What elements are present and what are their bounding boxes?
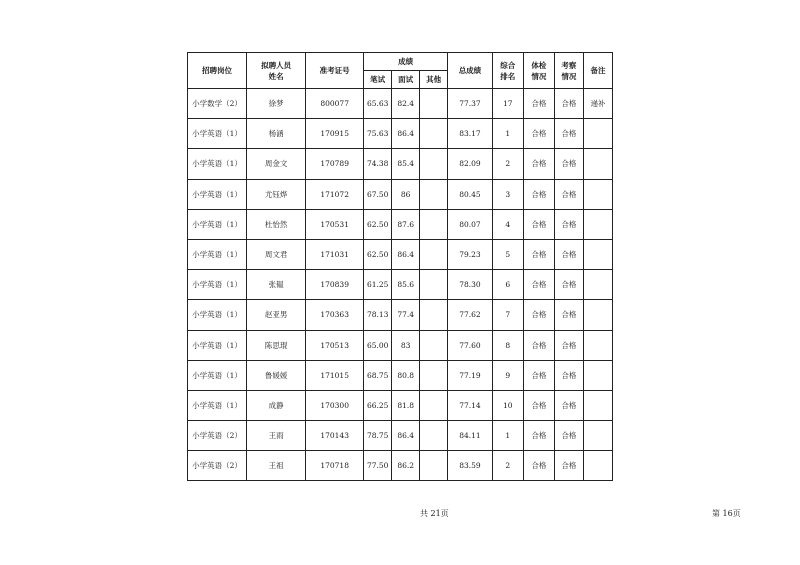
cell-exam-no: 170915	[306, 119, 364, 149]
header-other: 其他	[420, 71, 448, 89]
header-written: 笔试	[364, 71, 392, 89]
cell-rank: 6	[492, 270, 523, 300]
table-body	[188, 89, 613, 481]
cell-name: 徐梦	[247, 89, 306, 119]
cell-written: 74.38	[364, 149, 392, 179]
table-row	[188, 360, 613, 390]
cell-rank: 8	[492, 330, 523, 360]
header-inspect-line1: 考察	[561, 60, 577, 70]
table-row	[188, 239, 613, 269]
header-remark: 备注	[583, 53, 612, 89]
cell-inspect: 合格	[554, 330, 583, 360]
cell-position: 小学英语（1）	[188, 270, 247, 300]
cell-total: 83.17	[448, 119, 493, 149]
cell-exam-no: 171031	[306, 239, 364, 269]
cell-other	[420, 421, 448, 451]
cell-total: 77.60	[448, 330, 493, 360]
header-physical	[523, 53, 554, 89]
header-interview: 面试	[392, 71, 420, 89]
header-name	[247, 53, 306, 89]
cell-name: 周文君	[247, 239, 306, 269]
cell-name: 杜怡然	[247, 209, 306, 239]
table-row	[188, 179, 613, 209]
table-row	[188, 330, 613, 360]
cell-written: 62.50	[364, 209, 392, 239]
cell-position: 小学英语（1）	[188, 179, 247, 209]
cell-interview: 82.4	[392, 89, 420, 119]
cell-inspect: 合格	[554, 451, 583, 481]
cell-physical: 合格	[523, 89, 554, 119]
header-inspect	[554, 53, 583, 89]
cell-total: 78.30	[448, 270, 493, 300]
cell-total: 82.09	[448, 149, 493, 179]
header-name-line2: 姓名	[268, 71, 284, 81]
cell-remark	[583, 179, 612, 209]
cell-remark	[583, 390, 612, 420]
cell-physical: 合格	[523, 421, 554, 451]
cell-exam-no: 170143	[306, 421, 364, 451]
header-score: 成绩	[364, 53, 448, 71]
cell-other	[420, 209, 448, 239]
cell-written: 65.00	[364, 330, 392, 360]
cell-position: 小学英语（1）	[188, 390, 247, 420]
cell-rank: 5	[492, 239, 523, 269]
table-header-row-1	[188, 53, 613, 71]
cell-name: 张韫	[247, 270, 306, 300]
cell-remark: 递补	[583, 89, 612, 119]
cell-rank: 1	[492, 119, 523, 149]
page-number-label: 第 16页	[712, 509, 741, 518]
cell-written: 75.63	[364, 119, 392, 149]
header-physical-line2: 情况	[531, 71, 547, 81]
cell-physical: 合格	[523, 149, 554, 179]
cell-physical: 合格	[523, 330, 554, 360]
header-name-line1: 拟聘人员	[261, 60, 292, 70]
cell-inspect: 合格	[554, 300, 583, 330]
cell-name: 王雨	[247, 421, 306, 451]
cell-position: 小学英语（1）	[188, 300, 247, 330]
cell-other	[420, 360, 448, 390]
table-row	[188, 270, 613, 300]
cell-physical: 合格	[523, 360, 554, 390]
cell-physical: 合格	[523, 451, 554, 481]
cell-name: 王祖	[247, 451, 306, 481]
cell-exam-no: 170789	[306, 149, 364, 179]
table-row	[188, 149, 613, 179]
cell-interview: 87.6	[392, 209, 420, 239]
header-position: 招聘岗位	[188, 53, 247, 89]
cell-position: 小学英语（1）	[188, 360, 247, 390]
cell-inspect: 合格	[554, 149, 583, 179]
table-row	[188, 209, 613, 239]
cell-exam-no: 170513	[306, 330, 364, 360]
cell-inspect: 合格	[554, 179, 583, 209]
cell-interview: 77.4	[392, 300, 420, 330]
cell-physical: 合格	[523, 390, 554, 420]
cell-rank: 10	[492, 390, 523, 420]
cell-total: 80.07	[448, 209, 493, 239]
cell-remark	[583, 209, 612, 239]
cell-position: 小学英语（1）	[188, 330, 247, 360]
table-row	[188, 390, 613, 420]
table-row	[188, 119, 613, 149]
cell-name: 赵亚男	[247, 300, 306, 330]
cell-total: 77.19	[448, 360, 493, 390]
cell-total: 79.23	[448, 239, 493, 269]
cell-rank: 17	[492, 89, 523, 119]
cell-total: 77.14	[448, 390, 493, 420]
cell-interview: 86.4	[392, 421, 420, 451]
cell-written: 78.13	[364, 300, 392, 330]
cell-interview: 80.8	[392, 360, 420, 390]
cell-other	[420, 239, 448, 269]
cell-exam-no: 170718	[306, 451, 364, 481]
header-physical-line1: 体检	[531, 60, 547, 70]
cell-remark	[583, 239, 612, 269]
cell-name: 陈思琨	[247, 330, 306, 360]
cell-physical: 合格	[523, 270, 554, 300]
cell-name: 尤钰烨	[247, 179, 306, 209]
cell-exam-no: 800077	[306, 89, 364, 119]
cell-interview: 86.4	[392, 119, 420, 149]
recruitment-score-table	[187, 52, 613, 481]
cell-rank: 1	[492, 421, 523, 451]
cell-position: 小学英语（1）	[188, 209, 247, 239]
cell-interview: 85.4	[392, 149, 420, 179]
cell-other	[420, 300, 448, 330]
cell-inspect: 合格	[554, 239, 583, 269]
cell-physical: 合格	[523, 179, 554, 209]
table-row	[188, 89, 613, 119]
cell-inspect: 合格	[554, 270, 583, 300]
cell-written: 67.50	[364, 179, 392, 209]
cell-inspect: 合格	[554, 390, 583, 420]
cell-physical: 合格	[523, 300, 554, 330]
header-exam-no: 准考证号	[306, 53, 364, 89]
header-inspect-line2: 情况	[561, 71, 577, 81]
cell-exam-no: 171015	[306, 360, 364, 390]
cell-written: 62.50	[364, 239, 392, 269]
cell-other	[420, 149, 448, 179]
cell-written: 61.25	[364, 270, 392, 300]
table-row	[188, 421, 613, 451]
cell-remark	[583, 300, 612, 330]
header-rank-line2: 排名	[500, 71, 516, 81]
cell-position: 小学英语（1）	[188, 239, 247, 269]
cell-name: 成静	[247, 390, 306, 420]
cell-other	[420, 119, 448, 149]
cell-name: 杨涵	[247, 119, 306, 149]
total-pages-label: 共 21页	[420, 509, 449, 518]
cell-exam-no: 171072	[306, 179, 364, 209]
cell-rank: 4	[492, 209, 523, 239]
cell-rank: 9	[492, 360, 523, 390]
cell-remark	[583, 119, 612, 149]
cell-position: 小学数学（2）	[188, 89, 247, 119]
cell-other	[420, 89, 448, 119]
cell-inspect: 合格	[554, 421, 583, 451]
cell-other	[420, 270, 448, 300]
cell-inspect: 合格	[554, 209, 583, 239]
cell-exam-no: 170363	[306, 300, 364, 330]
cell-position: 小学英语（1）	[188, 149, 247, 179]
cell-interview: 86	[392, 179, 420, 209]
cell-total: 77.62	[448, 300, 493, 330]
cell-exam-no: 170839	[306, 270, 364, 300]
cell-written: 77.50	[364, 451, 392, 481]
table-row	[188, 451, 613, 481]
cell-rank: 2	[492, 451, 523, 481]
cell-interview: 85.6	[392, 270, 420, 300]
cell-position: 小学英语（1）	[188, 119, 247, 149]
cell-written: 66.25	[364, 390, 392, 420]
cell-rank: 2	[492, 149, 523, 179]
cell-rank: 7	[492, 300, 523, 330]
cell-physical: 合格	[523, 239, 554, 269]
cell-exam-no: 170300	[306, 390, 364, 420]
cell-rank: 3	[492, 179, 523, 209]
cell-remark	[583, 421, 612, 451]
cell-written: 65.63	[364, 89, 392, 119]
cell-name: 鲁媛媛	[247, 360, 306, 390]
table-row	[188, 300, 613, 330]
cell-interview: 86.4	[392, 239, 420, 269]
cell-name: 周金文	[247, 149, 306, 179]
header-rank	[492, 53, 523, 89]
cell-other	[420, 179, 448, 209]
cell-other	[420, 451, 448, 481]
cell-physical: 合格	[523, 119, 554, 149]
cell-written: 78.75	[364, 421, 392, 451]
cell-total: 77.37	[448, 89, 493, 119]
cell-remark	[583, 270, 612, 300]
cell-remark	[583, 360, 612, 390]
header-rank-line1: 综合	[500, 60, 516, 70]
cell-other	[420, 330, 448, 360]
cell-position: 小学英语（2）	[188, 421, 247, 451]
cell-remark	[583, 149, 612, 179]
cell-inspect: 合格	[554, 360, 583, 390]
cell-exam-no: 170531	[306, 209, 364, 239]
cell-remark	[583, 330, 612, 360]
cell-position: 小学英语（2）	[188, 451, 247, 481]
cell-remark	[583, 451, 612, 481]
cell-interview: 83	[392, 330, 420, 360]
cell-total: 83.59	[448, 451, 493, 481]
cell-other	[420, 390, 448, 420]
cell-total: 80.45	[448, 179, 493, 209]
header-total: 总成绩	[448, 53, 493, 89]
cell-interview: 81.8	[392, 390, 420, 420]
cell-total: 84.11	[448, 421, 493, 451]
cell-inspect: 合格	[554, 89, 583, 119]
cell-inspect: 合格	[554, 119, 583, 149]
cell-written: 68.75	[364, 360, 392, 390]
cell-physical: 合格	[523, 209, 554, 239]
cell-interview: 86.2	[392, 451, 420, 481]
